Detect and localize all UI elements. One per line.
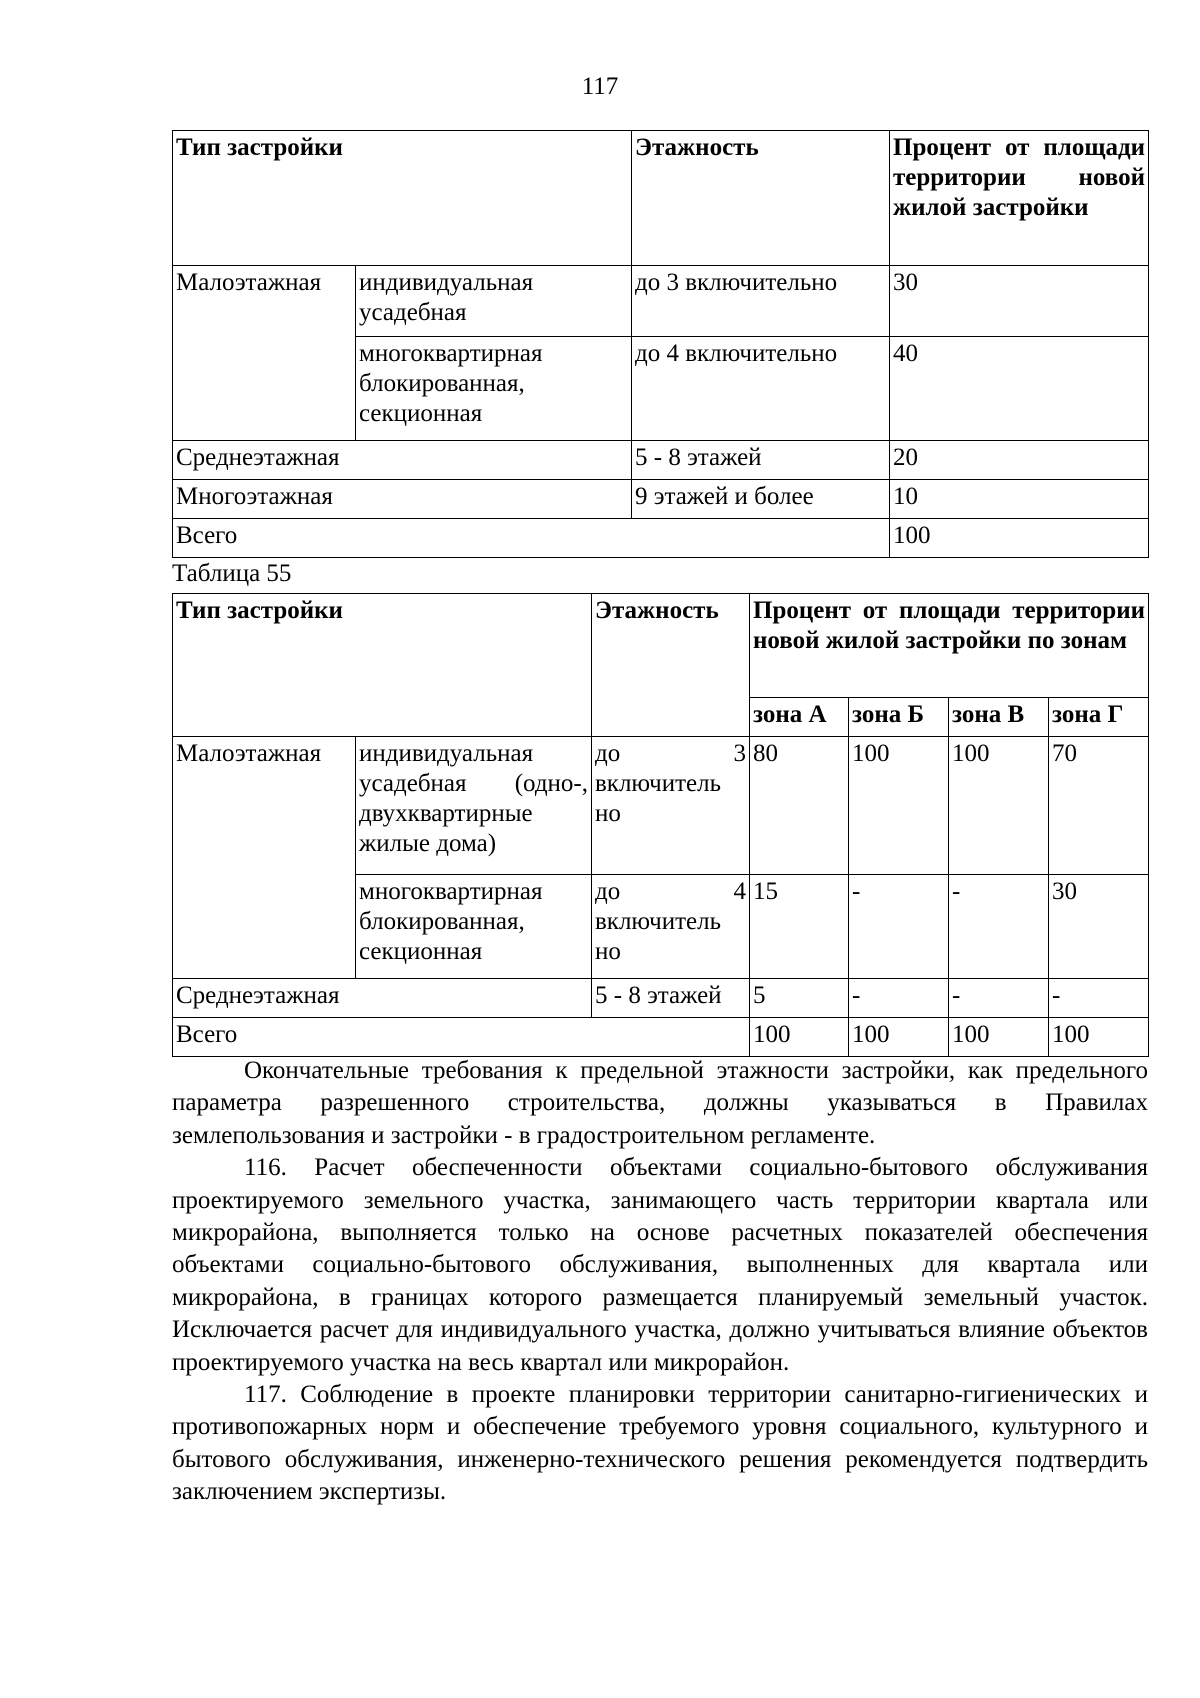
cell-total-percent: 100 — [890, 519, 1149, 558]
cell-zone-a: 80 — [750, 737, 849, 875]
table-row — [173, 737, 1149, 875]
cell-zone-g: 70 — [1049, 737, 1149, 875]
cell-total-label: Всего — [173, 519, 890, 558]
cell-total-label: Всего — [173, 1018, 750, 1057]
cell-zone-v: 100 — [949, 1018, 1049, 1057]
table-row — [173, 480, 1149, 519]
cell-zone-v: 100 — [949, 737, 1049, 875]
cell-low-rise: Малоэтажная — [173, 737, 356, 979]
page-number: 117 — [581, 73, 619, 100]
cell-type: Среднеэтажная — [173, 441, 632, 480]
cell-floors: 9 этажей и более — [632, 480, 890, 519]
header-type: Тип застройки — [173, 594, 592, 737]
cell-floors: до 3 включительно — [632, 266, 890, 337]
cell-percent: 40 — [890, 337, 1149, 441]
cell-zone-b: 100 — [849, 1018, 949, 1057]
cell-zone-b: 100 — [849, 737, 949, 875]
cell-zone-g: 30 — [1049, 875, 1149, 979]
cell-percent: 10 — [890, 480, 1149, 519]
cell-zone-a: 100 — [750, 1018, 849, 1057]
body-text — [172, 1055, 1148, 1509]
cell-zone-b: - — [849, 979, 949, 1018]
table-caption: Таблица 55 — [172, 560, 292, 587]
cell-low-rise: Малоэтажная — [173, 266, 356, 441]
paragraph-116: 116. Расчет обеспеченности объектами социально-бытового обслуживания проектируемого земельного участка, занимающего часть территории квартала или микрорайона, выполняется только на основе расчетных показателей обеспечения объектами социально-бытового обслуживания, выполненных для квартала или микрорайона, в границах которого размещается планируемый земельный участок. Исключается расчет для индивидуального участка, должно учитываться влияние объектов проектируемого участка на весь квартал или микрорайон. — [172, 1154, 1148, 1376]
cell-zone-a: 5 — [750, 979, 849, 1018]
zone-building-table — [172, 593, 1149, 1057]
table-row — [173, 441, 1149, 480]
building-type-table — [172, 130, 1149, 558]
cell-zone-g: 100 — [1049, 1018, 1149, 1057]
table-row — [173, 979, 1149, 1018]
header-zone-g: зона Г — [1049, 698, 1149, 737]
cell-subtype: многоквартирная блокированная, секционная — [356, 337, 632, 441]
table-header-row — [173, 594, 1149, 698]
header-floors: Этажность — [592, 594, 750, 737]
header-percent: Процент от площади территории новой жилой застройки — [890, 131, 1149, 266]
table-row — [173, 266, 1149, 337]
header-floors: Этажность — [632, 131, 890, 266]
table-header-row — [173, 131, 1149, 266]
cell-subtype: индивидуальная усадебная — [356, 266, 632, 337]
header-zone-v: зона В — [949, 698, 1049, 737]
cell-floors: до 4 включитель но — [592, 875, 750, 979]
cell-zone-b: - — [849, 875, 949, 979]
cell-percent: 20 — [890, 441, 1149, 480]
cell-zone-v: - — [949, 979, 1049, 1018]
header-type: Тип застройки — [173, 131, 632, 266]
header-zone-b: зона Б — [849, 698, 949, 737]
table-total-row — [173, 1018, 1149, 1057]
cell-floors: до 4 включительно — [632, 337, 890, 441]
cell-zone-a: 15 — [750, 875, 849, 979]
cell-percent: 30 — [890, 266, 1149, 337]
table-total-row — [173, 519, 1149, 558]
header-percent: Процент от площади территории новой жилой застройки по зонам — [750, 594, 1149, 698]
cell-type: Среднеэтажная — [173, 979, 592, 1018]
cell-subtype: индивидуальная усадебная (одно-, двухквартирные жилые дома) — [356, 737, 592, 875]
cell-floors: до 3 включитель но — [592, 737, 750, 875]
cell-zone-g: - — [1049, 979, 1149, 1018]
cell-floors: 5 - 8 этажей — [592, 979, 750, 1018]
paragraph-117: 117. Соблюдение в проекте планировки территории санитарно-гигиенических и противопожарных норм и обеспечение требуемого уровня социального, культурного и бытового обслуживания, инженерно-технического решения рекомендуется подтвердить заключением экспертизы. — [172, 1381, 1148, 1506]
paragraph: Окончательные требования к предельной этажности застройки, как предельного параметра разрешенного строительства, должны указываться в Правилах землепользования и застройки - в градостроительном регламенте. — [172, 1057, 1148, 1149]
cell-type: Многоэтажная — [173, 480, 632, 519]
cell-subtype: многоквартирная блокированная, секционная — [356, 875, 592, 979]
cell-zone-v: - — [949, 875, 1049, 979]
cell-floors: 5 - 8 этажей — [632, 441, 890, 480]
header-zone-a: зона А — [750, 698, 849, 737]
